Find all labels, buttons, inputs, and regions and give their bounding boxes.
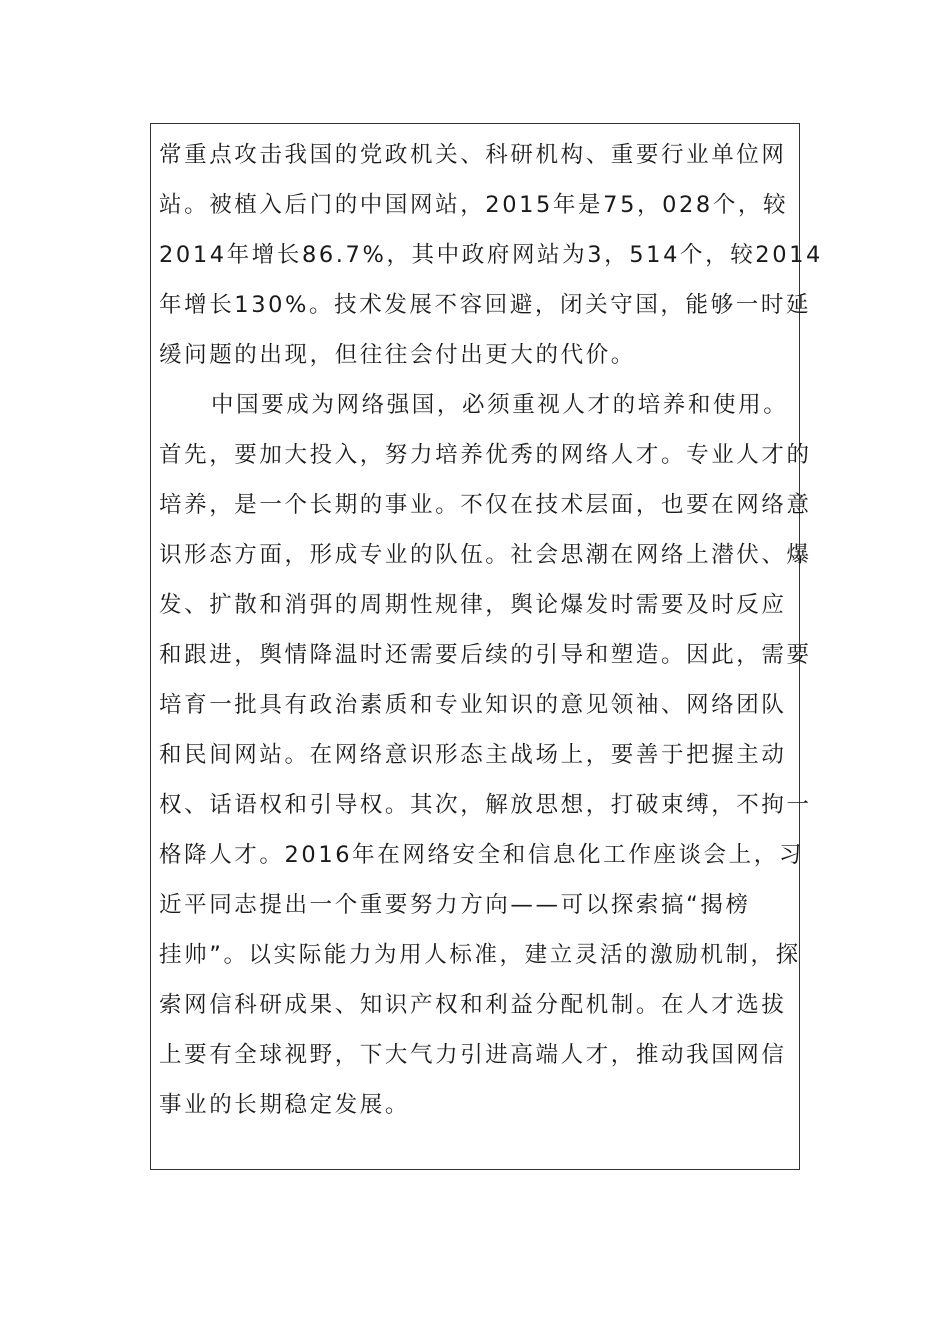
text-line: 常重点攻击我国的党政机关、科研机构、重要行业单位网	[159, 142, 787, 168]
text-line: 首先，要加大投入，努力培养优秀的网络人才。专业人才的	[159, 442, 812, 468]
text-line: 上要有全球视野，下大气力引进高端人才，推动我国网信	[159, 1042, 787, 1068]
text-line: 挂帅”。以实际能力为用人标准，建立灵活的激励机制，探	[159, 942, 801, 968]
text-line: 事业的长期稳定发展。	[159, 1092, 411, 1118]
text-line: 权、话语权和引导权。其次，解放思想，打破束缚，不拘一	[159, 792, 812, 818]
text-line: 识形态方面，形成专业的队伍。社会思潮在网络上潜伏、爆	[159, 542, 812, 568]
text-line: 格降人才。2016年在网络安全和信息化工作座谈会上，习	[159, 842, 804, 868]
text-line: 发、扩散和消弭的周期性规律，舆论爆发时需要及时反应	[159, 592, 787, 618]
text-line: 站。被植入后门的中国网站，2015年是75，028个，较	[159, 192, 789, 218]
body-text	[159, 130, 823, 1130]
text-line: 培养，是一个长期的事业。不仅在技术层面，也要在网络意	[159, 492, 812, 518]
paragraph-start-line: 中国要成为网络强国，必须重视人才的培养和使用。	[211, 392, 789, 418]
text-line: 索网信科研成果、知识产权和利益分配机制。在人才选拔	[159, 992, 787, 1018]
text-line: 缓问题的出现，但往往会付出更大的代价。	[159, 342, 636, 368]
text-line: 年增长130%。技术发展不容回避，闭关守国，能够一时延	[159, 292, 812, 318]
text-line: 和跟进，舆情降温时还需要后续的引导和塑造。因此，需要	[159, 642, 812, 668]
text-line: 和民间网站。在网络意识形态主战场上，要善于把握主动	[159, 742, 787, 768]
text-line: 2014年增长86.7%，其中政府网站为3，514个，较2014	[159, 242, 823, 268]
text-line: 近平同志提出一个重要努力方向——可以探索搞“揭榜	[159, 892, 751, 918]
text-line: 培育一批具有政治素质和专业知识的意见领袖、网络团队	[159, 692, 787, 718]
